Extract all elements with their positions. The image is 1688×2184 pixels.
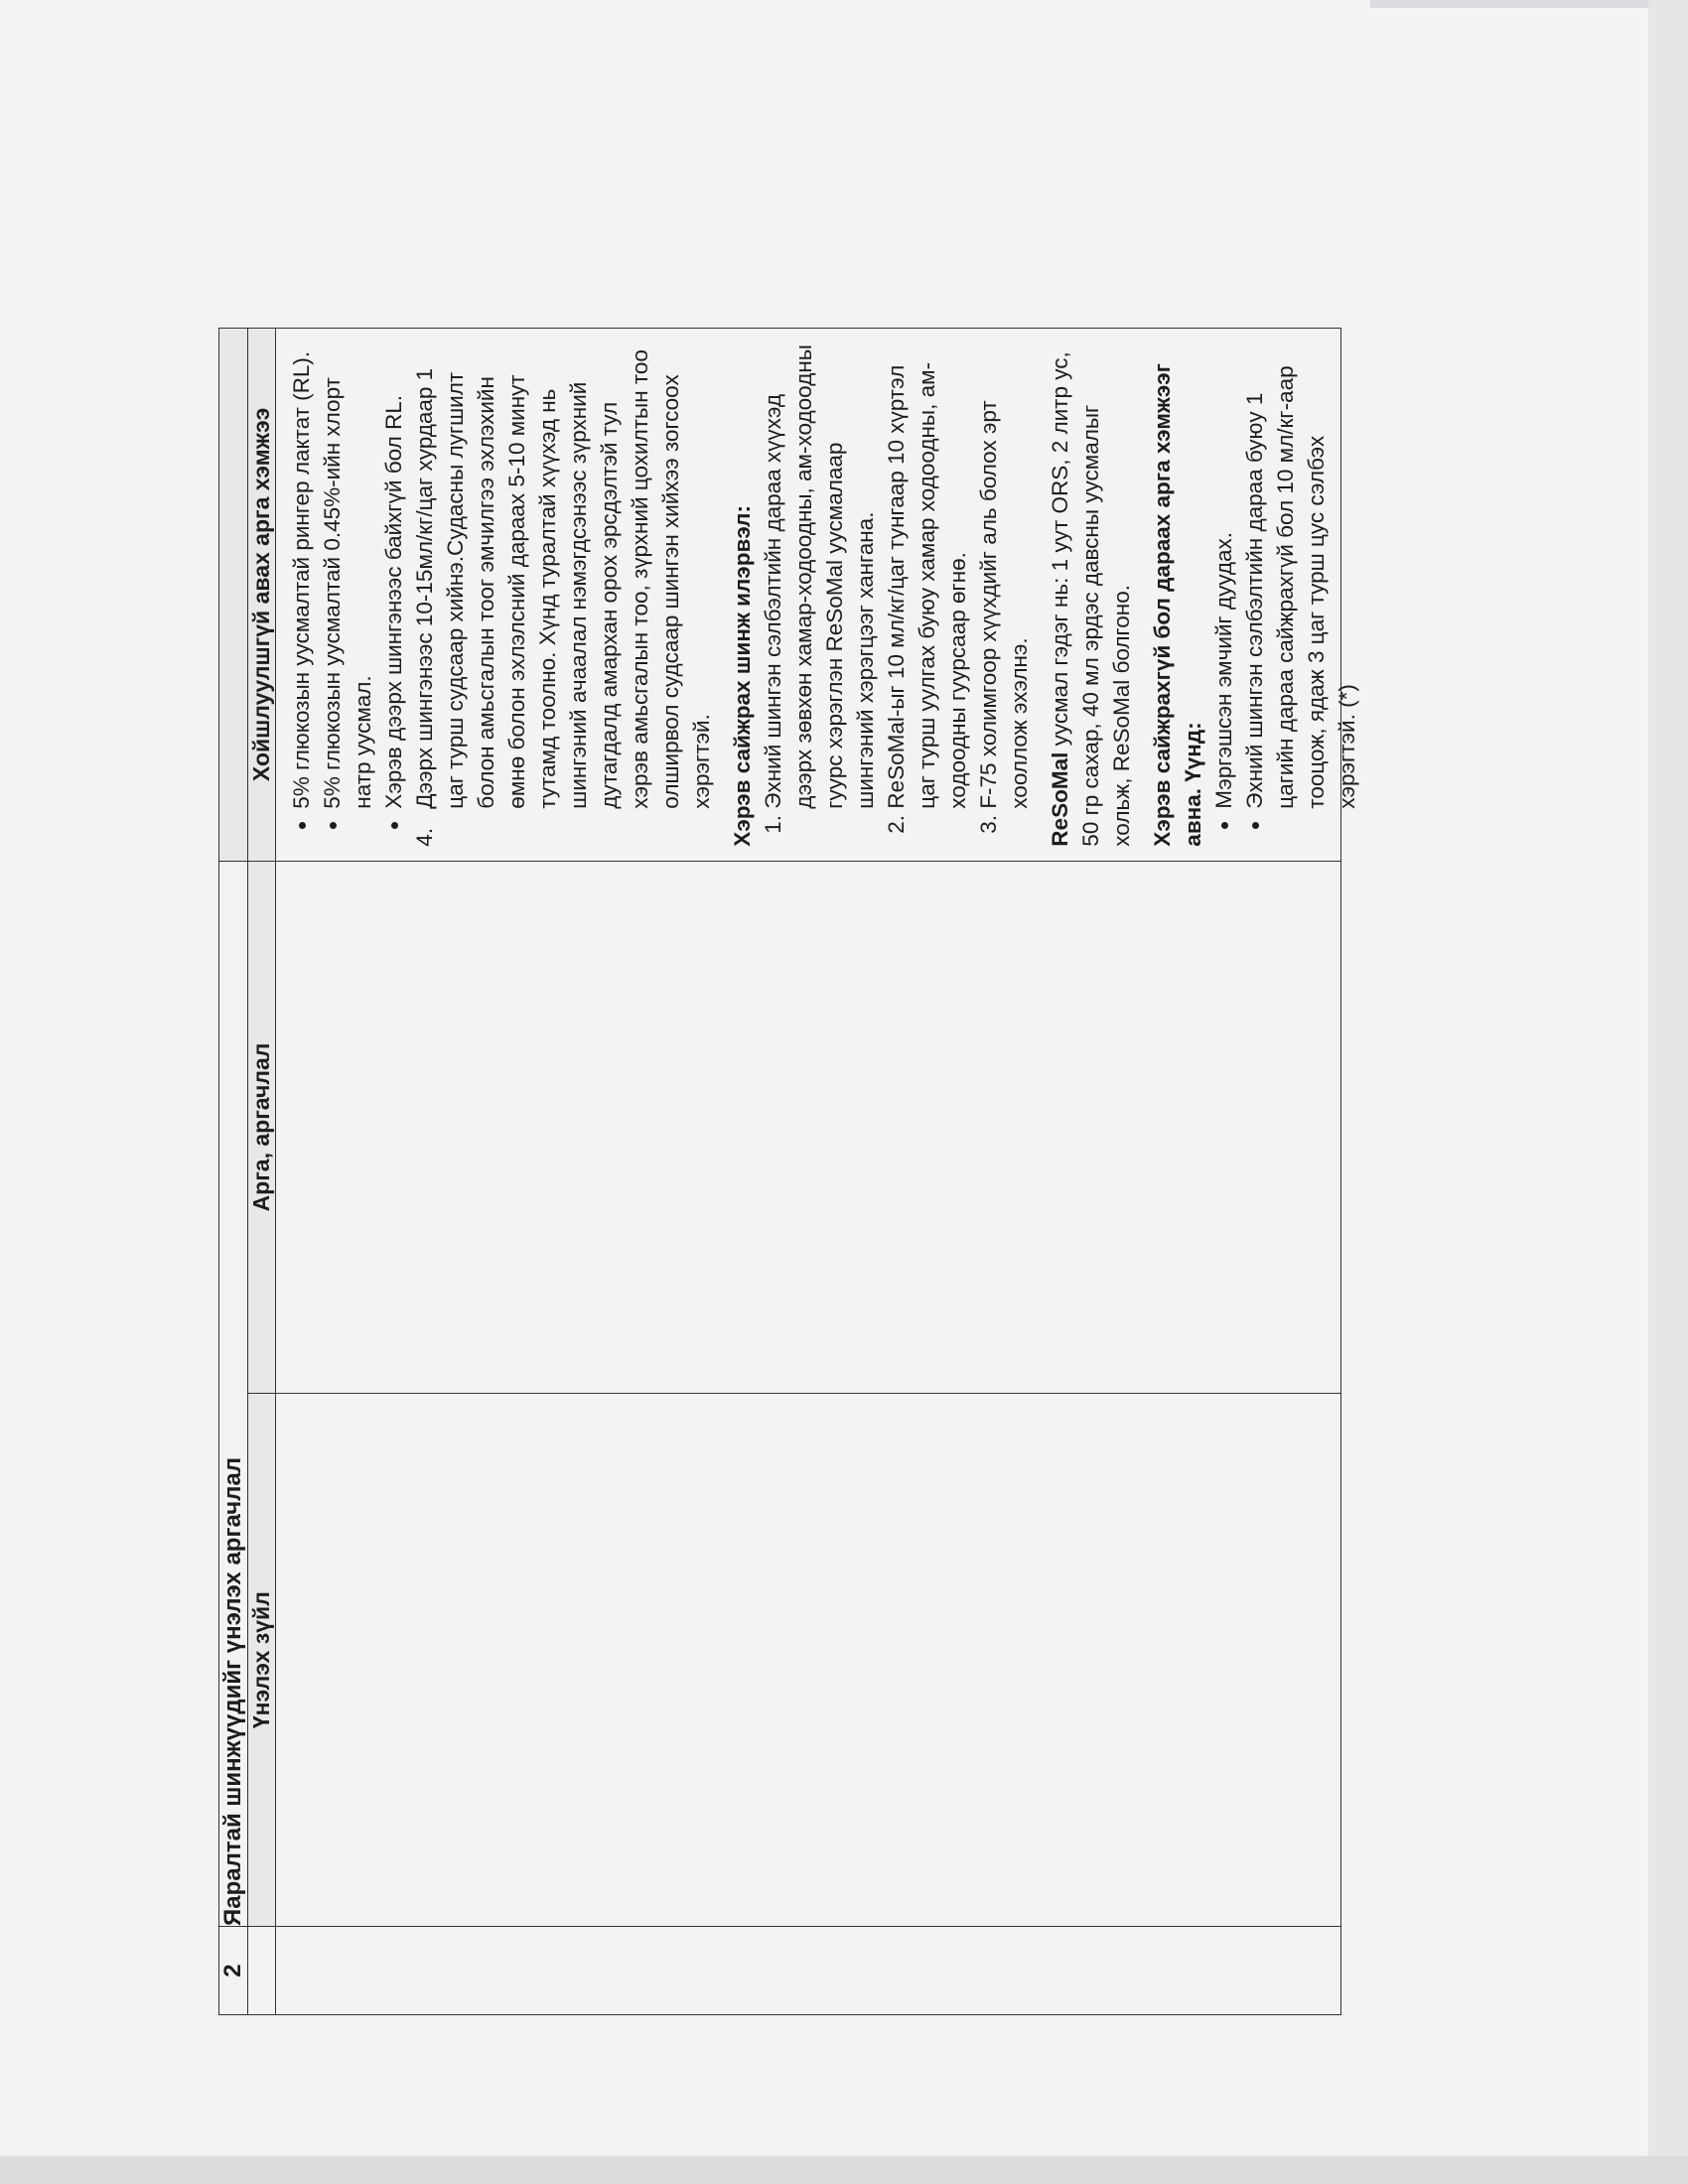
fluid-option: • 5% глюкозын уусмалтай рингер лактат (RL).: [286, 342, 317, 809]
improve-heading: Хэрэв сайжрах шинж илэрвэл:: [730, 505, 755, 847]
header-method: Арга, аргачлал: [248, 861, 276, 1394]
no-improve-heading: Хэрэв сайжрахгүй бол дараах арга хэмжээг авна. Үүнд:: [1150, 362, 1205, 847]
section-number: 2: [219, 1927, 248, 2015]
header-item: Үнэлэх зүйл: [248, 1394, 276, 1927]
fluid-option: • Хэрэв дээрх шингэнээс байхгүй бол RL.: [378, 342, 409, 809]
resomal-definition: [1045, 342, 1137, 847]
section-title-shade: [219, 329, 248, 862]
assessment-table: [218, 328, 1359, 2015]
step-4-number: 4.: [412, 827, 437, 847]
fluid-option: • 5% глюкозын уусмалтай 0.45%-ийн хлорт натр уусмал.: [317, 342, 378, 809]
body-item-cell: [276, 1394, 1341, 1927]
section-row: [219, 329, 248, 2015]
column-header-row: [248, 329, 276, 2015]
body-row: [276, 329, 1341, 2015]
body-action-cell: [276, 329, 1359, 862]
improve-item: 3. F-75 холимгоор хүүхдийг аль болох эрт хооллож эхэлнэ.: [973, 342, 1035, 809]
rotated-page: [218, 328, 1470, 2015]
improve-item: 1. Эхний шингэн сэлбэлтийн дараа хүүхэд дээрх зөвхөн хамар-ходоодны, ам-ходоодны гуурс хэрэглэн ReSoMal уусмалаар шингэний хэрэгцээг хангана.: [758, 342, 881, 809]
scan-edge-bottom: [0, 2156, 1688, 2184]
resomal-label: ReSoMal: [1048, 751, 1072, 847]
improve-list: [758, 342, 1035, 847]
body-number-cell: [276, 1927, 1341, 2015]
no-improve-item: • Мэргэшсэн эмчийг дуудах.: [1208, 342, 1239, 809]
step-4: [409, 342, 717, 847]
fluid-options-list: [286, 342, 409, 847]
improve-item: 2. ReSoMal-ыг 10 мл/кг/цаг тунгаар 10 хүртэл цаг турш уулгах буюу хамар ходоодны, ам-ходоодны гуурсаар өгнө.: [881, 342, 973, 809]
scan-artifact-top: [1370, 0, 1668, 8]
header-empty-cell: [248, 1927, 276, 2015]
scan-edge-shade: [1648, 0, 1688, 2184]
body-method-cell: [276, 861, 1341, 1394]
no-improve-item: • Эхний шингэн сэлбэлтийн дараа буюу 1 цагийн дараа сайжрахгүй бол 10 мл/кг-аар тооцож, ядаж 3 цаг турш цус сэлбэх хэрэгтэй. (*): [1239, 342, 1362, 809]
section-title: Яаралтай шинжүүдийг үнэлэх аргачлал: [219, 861, 248, 1926]
resomal-text: уусмал гэдэг нь: 1 уут ORS, 2 литр ус, 50 гр сахар, 40 мл эрдэс давсны уусмалыг хольж, ReSoMal болгоно.: [1048, 351, 1134, 847]
header-action: Хойшлуулшгүй авах арга хэмжээ: [248, 329, 276, 862]
no-improve-list: [1208, 342, 1362, 847]
step-4-text: Дээрх шингэнээс 10-15мл/кг/цаг хурдаар 1 цаг турш судсаар хийнэ.Судасны лугшилт болон амьсгалын тоог эмчилгээ эхлэхийн өмнө болон эхлэлсний дараах 5-10 минут тутамд тоолно. Хүнд туралтай хүүхэд нь шингэний ачаалал нэмэгдсэнээс зүрхний дутагдалд амархан орох эрсдэлтэй тул хэрэв амьсгалын тоо, зүрхний цохилтын тоо олширвол судсаар шингэн хийхээ зогсоох хэрэгтэй.: [412, 349, 714, 809]
